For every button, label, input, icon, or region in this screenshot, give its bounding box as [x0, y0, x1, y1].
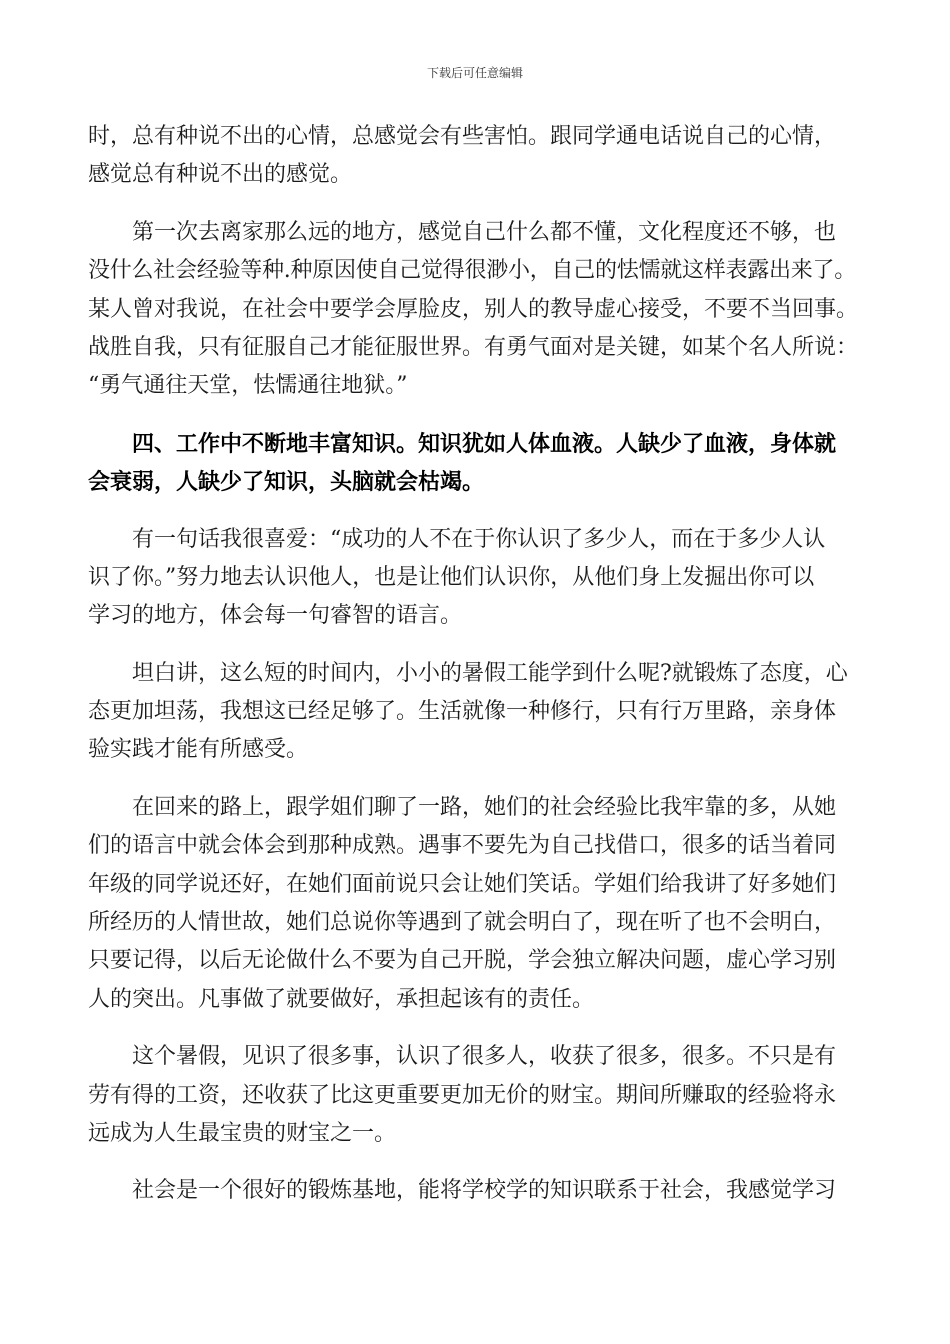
- text-line: 远成为人生最宝贵的财宝之一。: [88, 1120, 397, 1146]
- text-line: 在回来的路上，跟学姐们聊了一路，她们的社会经验比我牢靠的多，从她: [88, 794, 837, 820]
- paragraph-7: [88, 1172, 863, 1210]
- text-line: 人的突出。凡事做了就要做好，承担起该有的责任。: [88, 986, 595, 1012]
- text-line: 某人曾对我说，在社会中要学会厚脸皮，别人的教导虚心接受，不要不当回事。: [88, 296, 859, 322]
- text-line: 识了你。”努力地去认识他人，也是让他们认识你，从他们身上发掘出你可以: [88, 564, 815, 590]
- text-line: 们的语言中就会体会到那种成熟。遇事不要先为自己找借口，很多的话当着同: [88, 833, 837, 859]
- text-line: “勇气通往天堂，怯懦通往地狱。”: [88, 373, 408, 399]
- text-line: 验实践才能有所感受。: [88, 737, 309, 763]
- paragraph-4: [88, 655, 863, 770]
- text-line: 时，总有种说不出的心情，总感觉会有些害怕。跟同学通电话说自己的心情，: [88, 124, 837, 149]
- text-line: 只要记得，以后无论做什么不要为自己开脱，学会独立解决问题，虚心学习别: [88, 948, 837, 974]
- text-line: 战胜自我，只有征服自己才能征服世界。有勇气面对是关键，如某个名人所说：: [88, 334, 859, 360]
- paragraph-1: [88, 118, 863, 195]
- text-line: 坦白讲，这么短的时间内，小小的暑假工能学到什么呢?就锻炼了态度，心: [88, 660, 848, 686]
- text-line: 有一句话我很喜爱：“成功的人不在于你认识了多少人，而在于多少人认: [88, 526, 826, 552]
- text-line: 学习的地方，体会每一句睿智的语言。: [88, 603, 463, 629]
- heading-line: 四、工作中不断地丰富知识。知识犹如人体血液。人缺少了血液，身体就: [88, 430, 837, 457]
- text-line: 年级的同学说还好，在她们面前说只会让她们笑话。学姐们给我讲了好多她们: [88, 871, 837, 897]
- text-line: 劳有得的工资，还收获了比这更重要更加无价的财宝。期间所赚取的经验将永: [88, 1082, 837, 1108]
- text-line: 态更加坦荡，我想这已经足够了。生活就像一种修行，只有行万里路，亲身体: [88, 699, 837, 725]
- section-heading-4: [88, 425, 863, 502]
- text-line: 感觉总有种说不出的感觉。: [88, 162, 353, 188]
- document-body: [88, 118, 863, 1230]
- text-line: 这个暑假，见识了很多事，认识了很多人，收获了很多，很多。不只是有: [88, 1044, 837, 1070]
- paragraph-6: [88, 1038, 863, 1153]
- paragraph-5: [88, 789, 863, 1019]
- text-line: 没什么社会经验等种.种原因使自己觉得很渺小，自己的怯懦就这样表露出来了。: [88, 258, 856, 284]
- paragraph-2: [88, 214, 863, 406]
- text-line: 社会是一个很好的锻炼基地，能将学校学的知识联系于社会，我感觉学习: [88, 1178, 837, 1204]
- page-header: 下载后可任意编辑: [426, 66, 523, 80]
- heading-line: 会衰弱，人缺少了知识，头脑就会枯竭。: [88, 469, 485, 496]
- text-line: 第一次去离家那么远的地方，感觉自己什么都不懂，文化程度还不够，也: [88, 219, 837, 245]
- paragraph-3: [88, 521, 863, 636]
- text-line: 所经历的人情世故，她们总说你等遇到了就会明白了，现在听了也不会明白，: [88, 910, 837, 936]
